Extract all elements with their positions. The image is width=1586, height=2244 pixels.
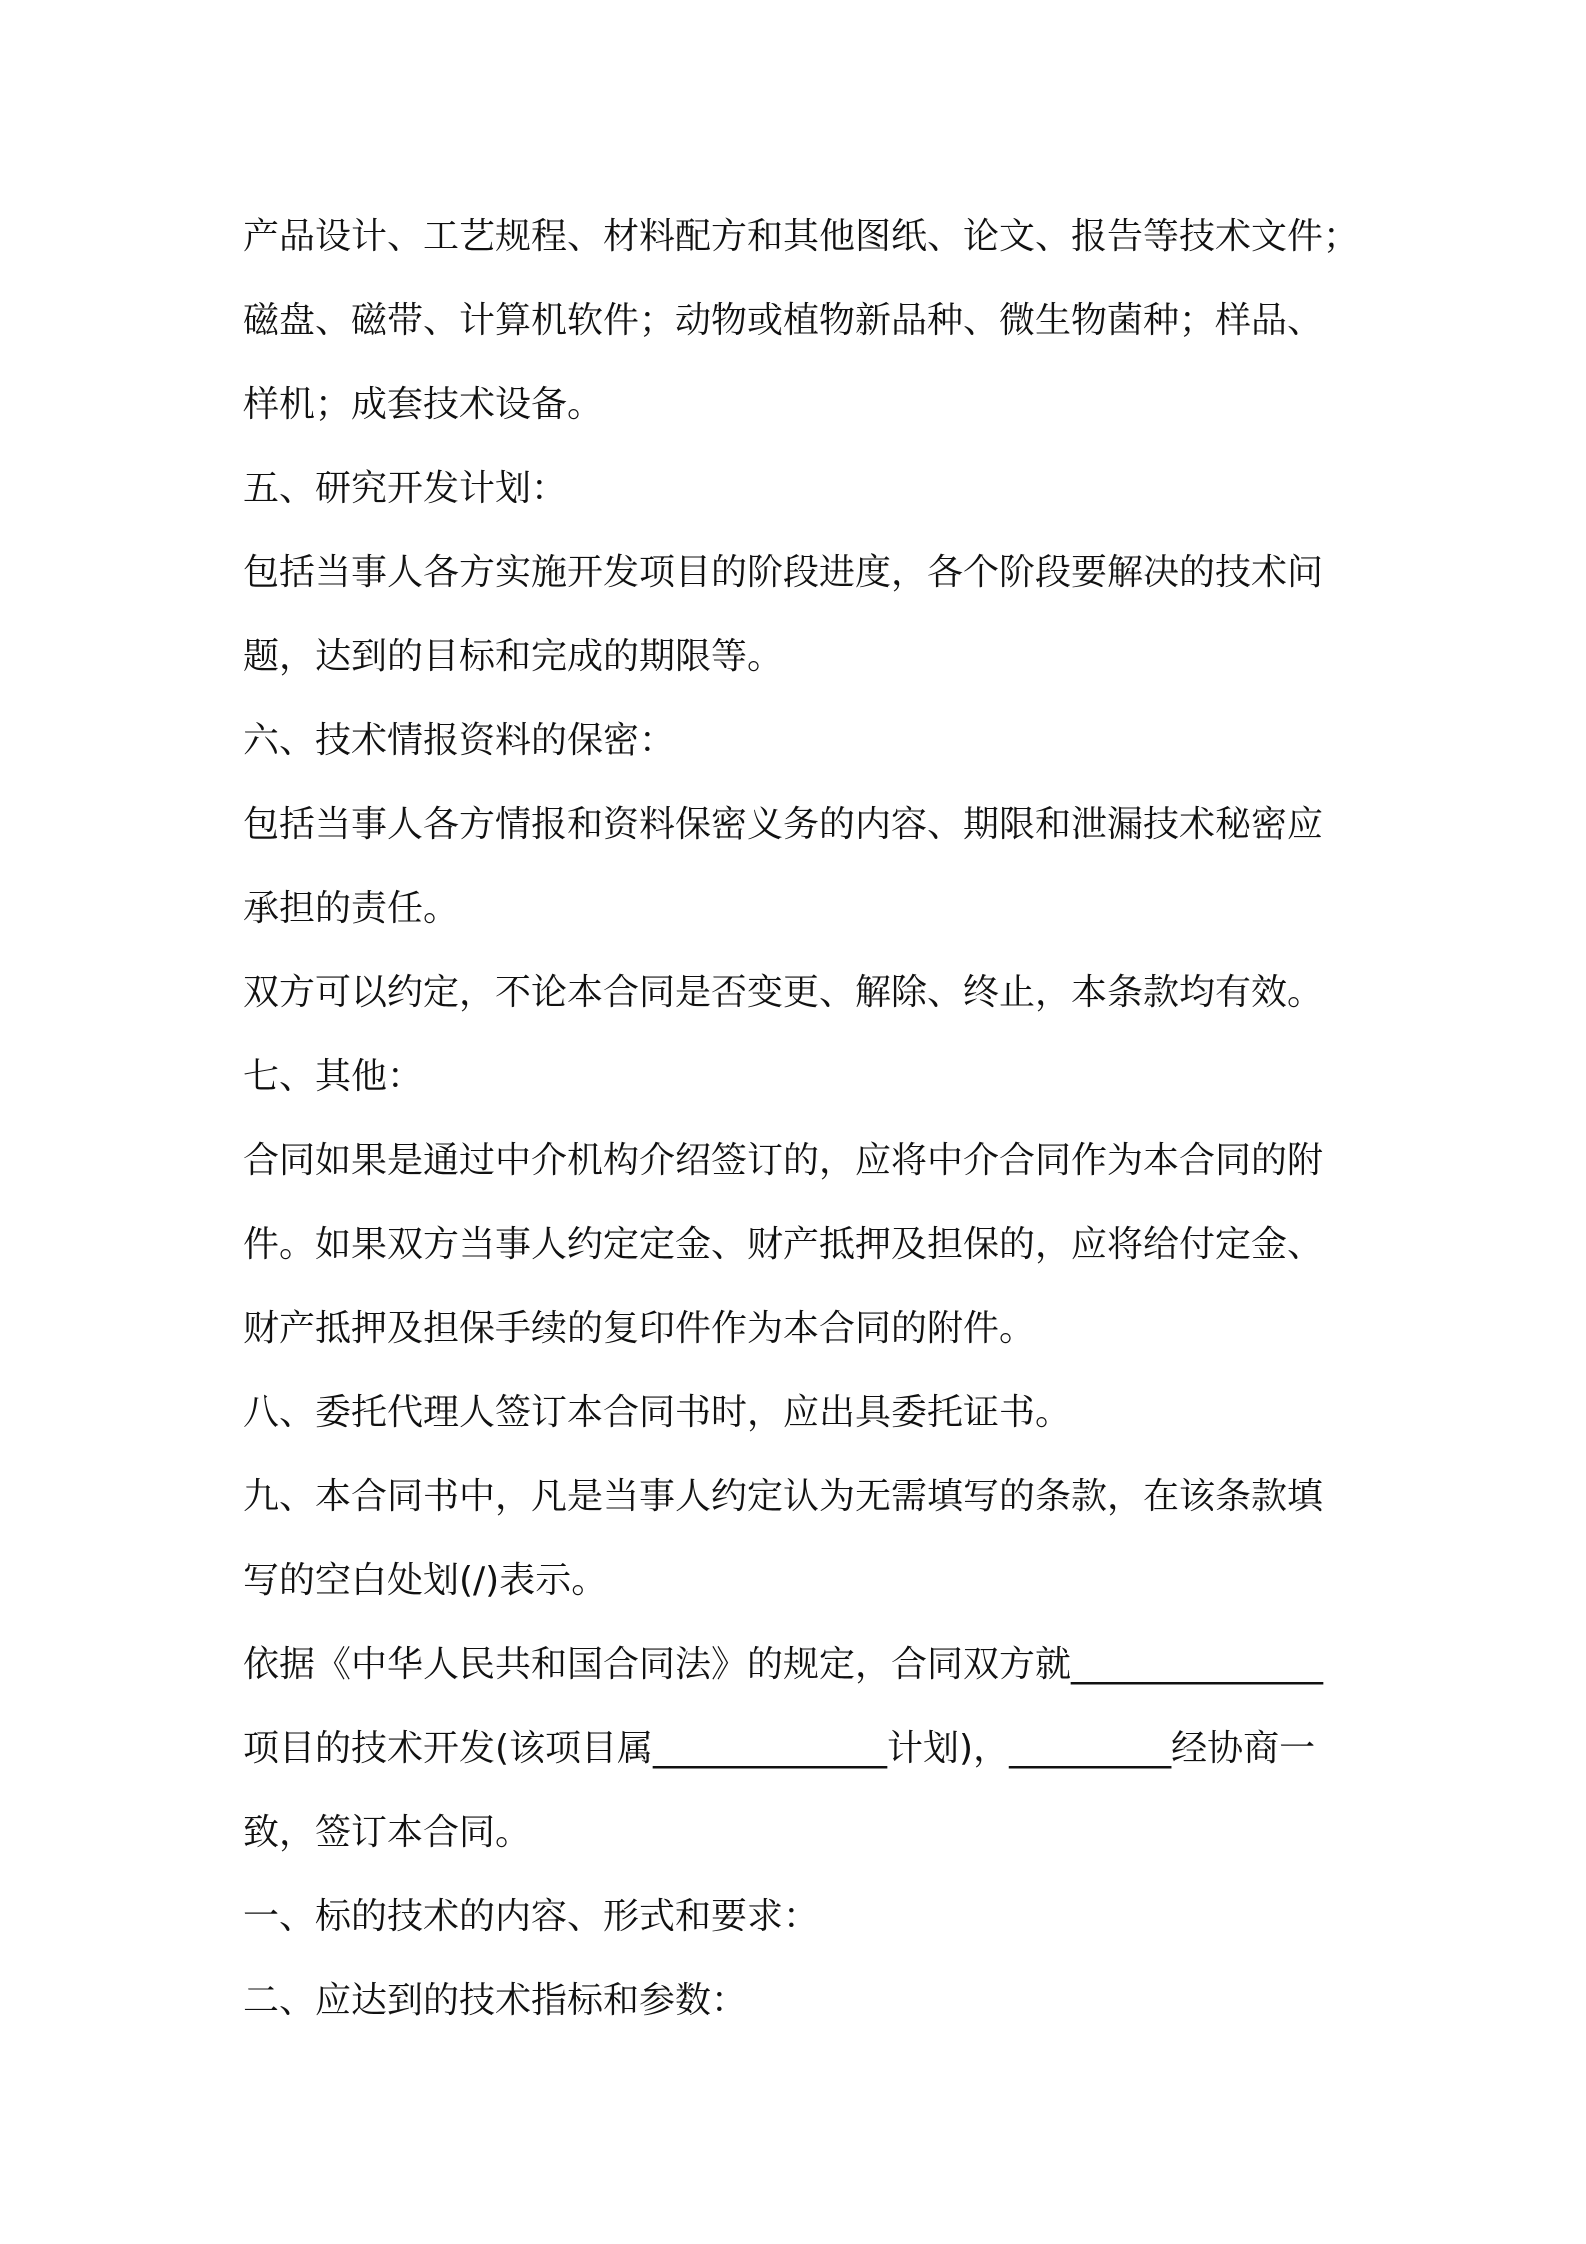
text-line: 磁盘、磁带、计算机软件；动物或植物新品种、微生物菌种；样品、 — [243, 300, 1324, 341]
section-heading: 五、研究开发计划： — [243, 468, 568, 509]
text-line: 题，达到的目标和完成的期限等。 — [243, 636, 784, 677]
section-heading: 七、其他： — [243, 1056, 424, 1097]
text-line: 财产抵押及担保手续的复印件作为本合同的附件。 — [243, 1308, 1036, 1349]
text-line: 产品设计、工艺规程、材料配方和其他图纸、论文、报告等技术文件； — [243, 216, 1360, 257]
section-heading: 一、标的技术的内容、形式和要求： — [243, 1896, 820, 1937]
text-line: 样机；成套技术设备。 — [243, 384, 604, 425]
section-heading: 二、应达到的技术指标和参数： — [243, 1980, 748, 2021]
text-line: 包括当事人各方实施开发项目的阶段进度，各个阶段要解决的技术问 — [243, 552, 1324, 593]
text-line: 项目的技术开发(该项目属_____________计划)，_________经协商一 — [243, 1728, 1316, 1769]
text-line: 双方可以约定，不论本合同是否变更、解除、终止，本条款均有效。 — [243, 972, 1324, 1013]
text-line: 承担的责任。 — [243, 888, 460, 929]
text-line: 依据《中华人民共和国合同法》的规定，合同双方就______________ — [243, 1644, 1324, 1685]
document-body — [243, 195, 1363, 2043]
section-heading: 八、委托代理人签订本合同书时，应出具委托证书。 — [243, 1392, 1072, 1433]
text-line: 合同如果是通过中介机构介绍签订的，应将中介合同作为本合同的附 — [243, 1140, 1324, 1181]
text-line: 件。如果双方当事人约定定金、财产抵押及担保的，应将给付定金、 — [243, 1224, 1324, 1265]
section-heading: 六、技术情报资料的保密： — [243, 720, 676, 761]
text-line: 包括当事人各方情报和资料保密义务的内容、期限和泄漏技术秘密应 — [243, 804, 1324, 845]
text-line: 致，签订本合同。 — [243, 1812, 532, 1853]
text-line: 写的空白处划(/)表示。 — [243, 1560, 608, 1601]
section-heading: 九、本合同书中，凡是当事人约定认为无需填写的条款，在该条款填 — [243, 1476, 1324, 1517]
